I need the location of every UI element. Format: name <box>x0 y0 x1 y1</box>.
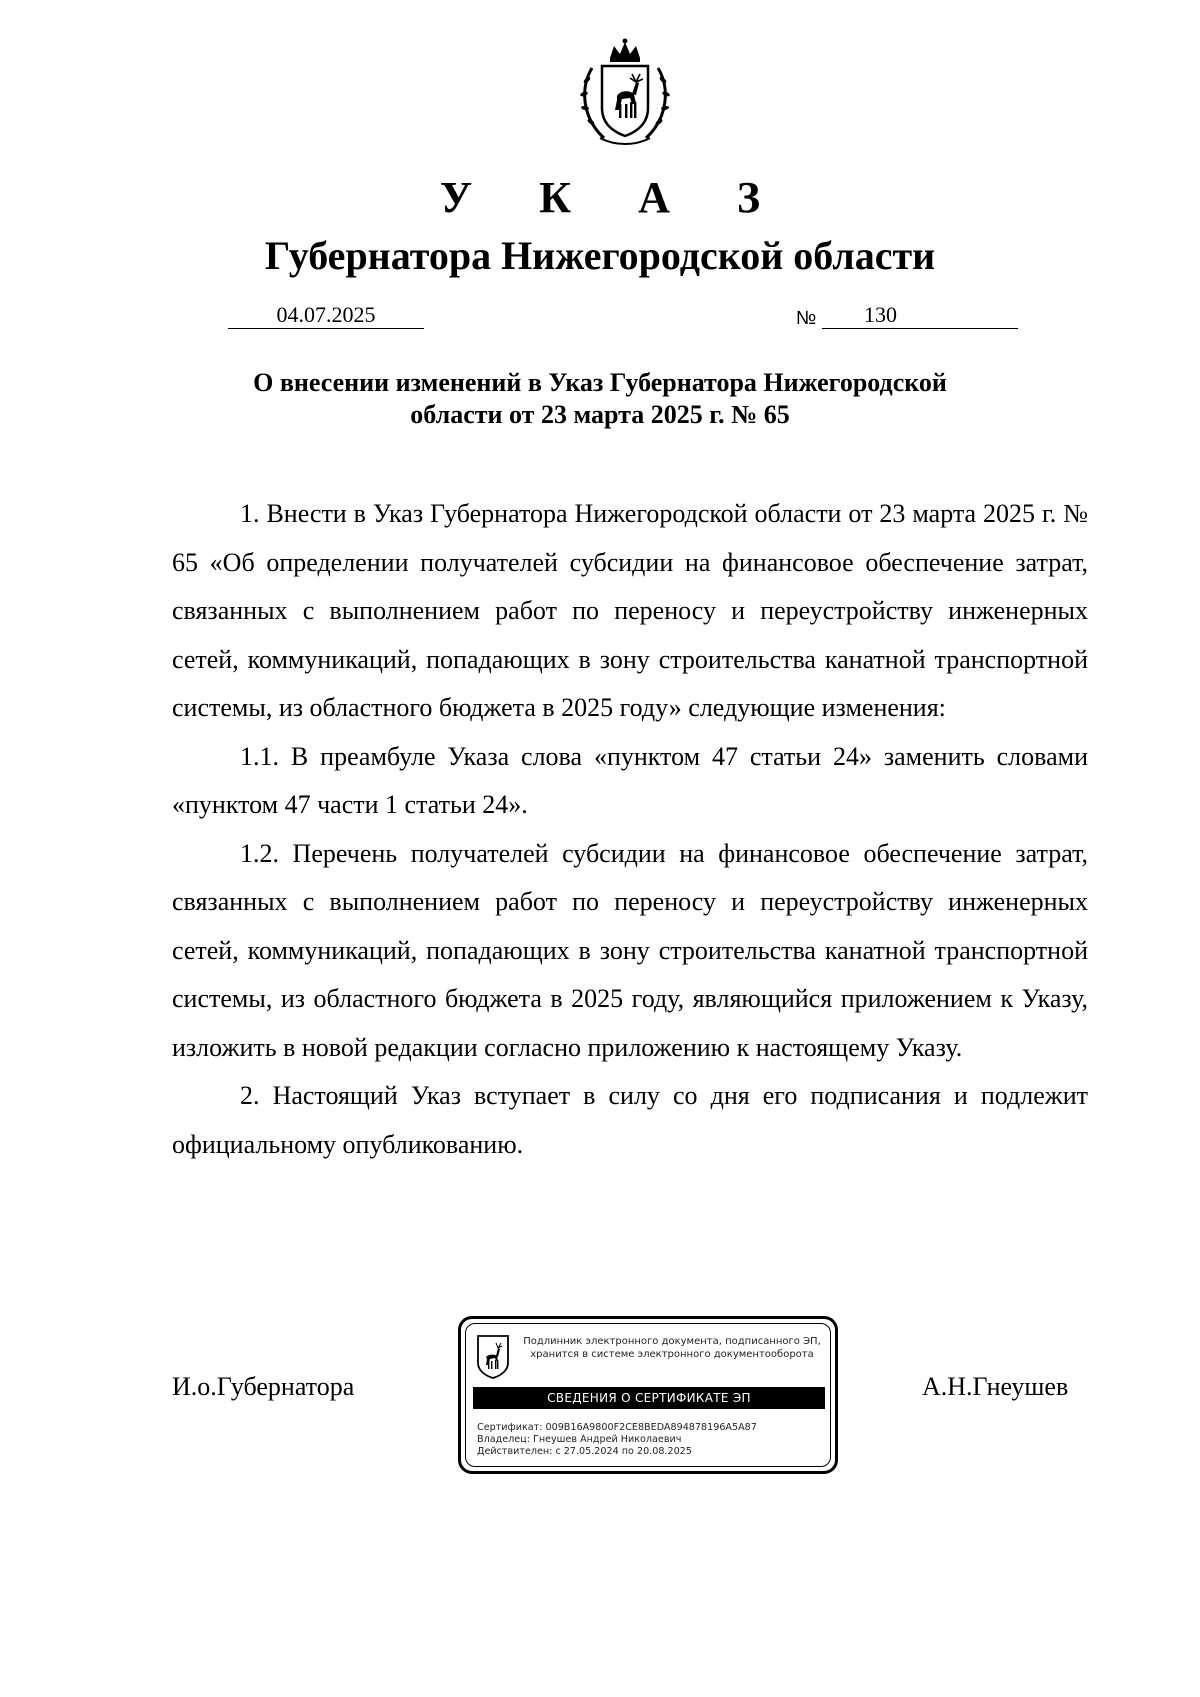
certificate-validity: Действителен: с 27.05.2024 по 20.08.2025 <box>477 1446 692 1457</box>
document-type: У К А З <box>439 173 789 222</box>
signatory-name: А.Н.Гнеушев <box>922 1372 1069 1401</box>
decree-number-field <box>822 302 1018 329</box>
number-sign: № <box>796 308 817 329</box>
paragraph-1: 1. Внести в Указ Губернатора Нижегородской области от 23 марта 2025 г. № 65 «Об определении получателей субсидии на финансовое обеспечение затрат, связанных с выполнением работ по переносу и переустройству инженерных сетей, коммуникаций, попадающих в зону строительства канатной транспортной системы, из областного бюджета в 2025 году» следующие изменения: <box>172 499 1088 722</box>
electronic-signature-stamp <box>458 1316 838 1474</box>
paragraph-1-1: 1.1. В преамбуле Указа слова «пунктом 47 статьи 24» заменить словами «пунктом 47 части 1 статьи 24». <box>172 741 1088 819</box>
decree-number: 130 <box>864 302 897 327</box>
stamp-header-line-2: хранится в системе электронного документооборота <box>530 1349 814 1360</box>
decree-date: 04.07.2025 <box>228 302 424 329</box>
paragraph-2: 2. Настоящий Указ вступает в силу со дня его подписания и подлежит официальному опубликованию. <box>172 1081 1088 1159</box>
subject-line-1: О внесении изменений в Указ Губернатора Нижегородской <box>253 368 947 397</box>
issuer-title: Губернатора Нижегородской области <box>264 233 936 278</box>
subject-line-2: области от 23 марта 2025 г. № 65 <box>410 400 790 429</box>
stamp-header <box>519 1335 825 1361</box>
coat-of-arms-icon <box>570 38 680 148</box>
certificate-info-bar: СВЕДЕНИЯ О СЕРТИФИКАТЕ ЭП <box>473 1387 825 1409</box>
certificate-owner: Владелец: Гнеушев Андрей Николаевич <box>477 1434 682 1445</box>
certificate-serial: Сертификат: 009B16A9800F2CE8BEDA894878196A5A87 <box>477 1422 757 1433</box>
certificate-details <box>477 1422 757 1458</box>
decree-body <box>172 490 1088 1169</box>
signatory-position: И.о.Губернатора <box>172 1372 355 1401</box>
stamp-header-line-1: Подлинник электронного документа, подписанного ЭП, <box>523 1336 821 1347</box>
decree-subject <box>200 367 1000 431</box>
deer-emblem-icon <box>475 1333 511 1379</box>
paragraph-1-2: 1.2. Перечень получателей субсидии на финансовое обеспечение затрат, связанных с выполнением работ по переносу и переустройству инженерных сетей, коммуникаций, попадающих в зону строительства канатной транспортной системы, из областного бюджета в 2025 году, являющийся приложением к Указу, изложить в новой редакции согласно приложению к настоящему Указу. <box>172 838 1088 1062</box>
